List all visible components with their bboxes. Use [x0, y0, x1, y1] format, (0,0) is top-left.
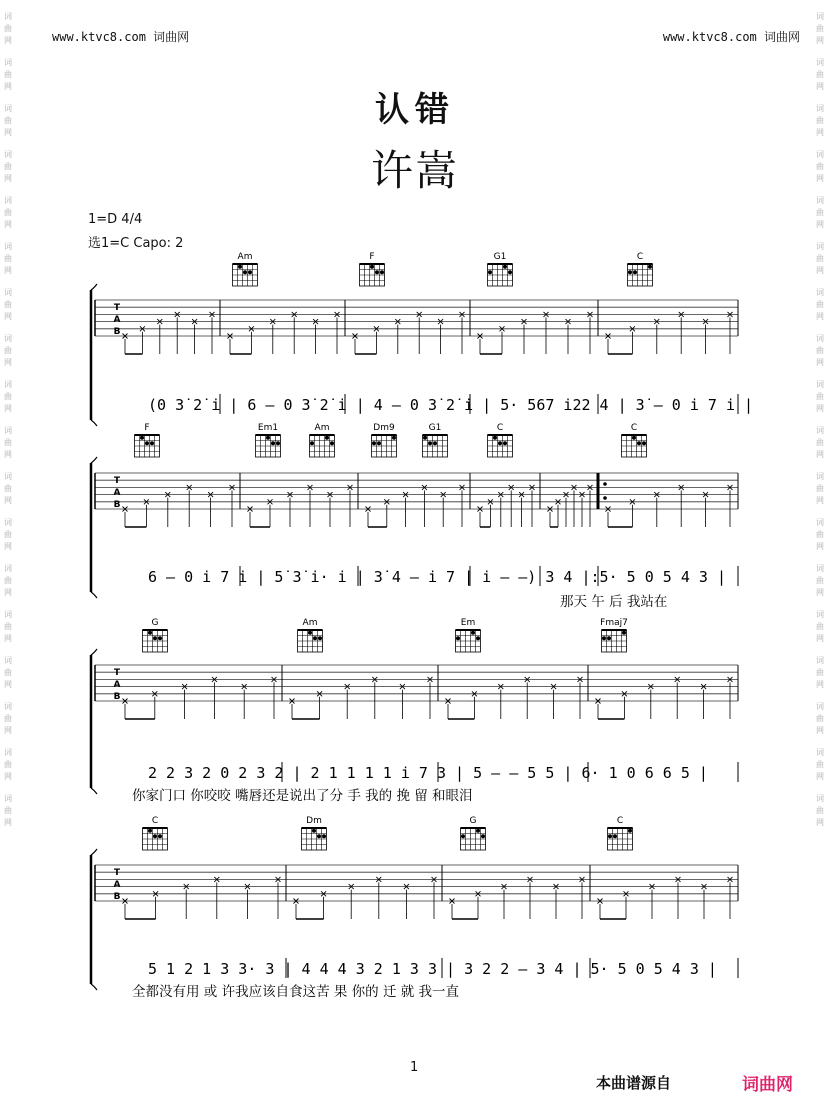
- watermark-text: 词 曲 网: [816, 58, 824, 91]
- watermark-text: 词 曲 网: [4, 288, 12, 321]
- chord-dot: [243, 270, 247, 274]
- chord-dot: [481, 834, 485, 838]
- tab-letter: A: [113, 315, 121, 325]
- chord-dot: [503, 441, 507, 445]
- tab-letter: T: [113, 303, 121, 313]
- system-3: [91, 618, 738, 804]
- lyrics-line: 全都没有用 或 许我应该自食这苦 果 你的 迁 就 我一直: [132, 984, 460, 1000]
- watermark-text: 词 曲 网: [816, 472, 824, 505]
- watermark-text: 词 曲 网: [816, 150, 824, 183]
- watermark-text: 词 曲 网: [4, 380, 12, 413]
- chord-dot: [428, 441, 432, 445]
- chord-dot: [322, 834, 326, 838]
- lyrics-line: 那天 午 后 我站在: [560, 594, 668, 610]
- chord-dot: [276, 441, 280, 445]
- watermark-text: 词 曲 网: [4, 656, 12, 689]
- tab-letter: B: [113, 892, 121, 902]
- chord-dot: [423, 436, 427, 440]
- lyrics-line: 你家门口 你咬咬 嘴唇还是说出了分 手 我的 挽 留 和眼泪: [132, 788, 473, 804]
- chord-dot: [313, 636, 317, 640]
- chord-dot: [148, 829, 152, 833]
- chord-dot: [633, 270, 637, 274]
- footer-brand: 词曲网: [742, 1075, 793, 1095]
- watermark-text: 词 曲 网: [816, 196, 824, 229]
- watermark-text: 词 曲 网: [4, 334, 12, 367]
- artist-name: 许嵩: [370, 146, 459, 195]
- tab-letter: B: [113, 692, 121, 702]
- watermark-text: 词 曲 网: [4, 58, 12, 91]
- chord-dot: [476, 636, 480, 640]
- chord-dot: [325, 436, 329, 440]
- system-2: [91, 423, 738, 610]
- jianpu-line: 5 1 2 1 3 3· 3 | 4 4 4 3 2 1 3 3 | 3 2 2 – 3 4 | 5· 5 0 5 4 3 |: [148, 960, 717, 978]
- tab-letter: A: [113, 488, 121, 498]
- watermark-text: 词 曲 网: [816, 426, 824, 459]
- chord-dot: [503, 265, 507, 269]
- jianpu-line: 6 – 0 i 7 i | 5̇ 3̇ i· i | 3̇ 4 – i 7 | i – –) 3 4 |:5· 5 0 5 4 3 |: [148, 568, 726, 586]
- chord-dot: [493, 436, 497, 440]
- watermark-text: 词 曲 网: [816, 288, 824, 321]
- watermark-text: 词 曲 网: [816, 104, 824, 137]
- chord-name: Am: [314, 423, 330, 433]
- header-site-left: www.ktvc8.com 词曲网: [52, 30, 190, 44]
- system-1: [91, 252, 753, 426]
- watermark-text: 词 曲 网: [4, 748, 12, 781]
- chord-dot: [607, 636, 611, 640]
- watermark-text: 词 曲 网: [4, 702, 12, 735]
- chord-dot: [266, 436, 270, 440]
- chord-dot: [153, 636, 157, 640]
- chord-dot: [271, 441, 275, 445]
- chord-dot: [392, 436, 396, 440]
- chord-dot: [238, 265, 242, 269]
- chord-dot: [153, 834, 157, 838]
- chord-dot: [380, 270, 384, 274]
- header-site-right: www.ktvc8.com 词曲网: [662, 30, 800, 44]
- chord-name: G1: [493, 252, 507, 262]
- chord-name: Em: [460, 618, 476, 628]
- chord-name: C: [630, 423, 638, 433]
- watermark-text: 词 曲 网: [4, 472, 12, 505]
- chord-dot: [310, 441, 314, 445]
- watermark-text: 词 曲 网: [816, 656, 824, 689]
- chord-dot: [628, 829, 632, 833]
- watermark-text: 词 曲 网: [4, 426, 12, 459]
- chord-dot: [488, 270, 492, 274]
- watermark-text: 词 曲 网: [816, 564, 824, 597]
- watermark-text: 词 曲 网: [4, 794, 12, 827]
- chord-dot: [375, 270, 379, 274]
- watermark-text: 词 曲 网: [816, 334, 824, 367]
- chord-dot: [637, 441, 641, 445]
- chord-dot: [498, 441, 502, 445]
- tab-letter: A: [113, 880, 121, 890]
- watermark-text: 词 曲 网: [4, 12, 12, 45]
- chord-dot: [377, 441, 381, 445]
- page-number: 1: [410, 1060, 419, 1075]
- system-4: [91, 816, 738, 1000]
- chord-dot: [476, 829, 480, 833]
- chord-dot: [150, 441, 154, 445]
- chord-dot: [622, 631, 626, 635]
- watermark-text: 词 曲 网: [816, 748, 824, 781]
- tab-letter: B: [113, 500, 121, 510]
- chord-name: Dm9: [373, 423, 395, 433]
- tab-letter: T: [113, 668, 121, 678]
- chord-name: Dm: [306, 816, 322, 826]
- jianpu-line: 2 2 3 2 0 2 3 2 | 2 1 1 1 1 i 7 3 | 5 – – 5 5 | 6· 1 0 6 6 5 |: [148, 764, 708, 782]
- repeat-dot: [603, 496, 607, 500]
- capo-info: 选1=C Capo: 2: [88, 236, 184, 251]
- chord-name: Fmaj7: [600, 618, 628, 628]
- watermark-text: 词 曲 网: [816, 242, 824, 275]
- watermark-text: 词 曲 网: [4, 104, 12, 137]
- chord-dot: [632, 436, 636, 440]
- chord-dot: [145, 441, 149, 445]
- watermark-text: 词 曲 网: [816, 702, 824, 735]
- chord-name: F: [369, 252, 375, 262]
- chord-dot: [508, 270, 512, 274]
- chord-dot: [330, 441, 334, 445]
- watermark-text: 词 曲 网: [816, 794, 824, 827]
- watermark-text: 词 曲 网: [816, 518, 824, 551]
- chord-dot: [613, 834, 617, 838]
- watermark-text: 词 曲 网: [4, 610, 12, 643]
- chord-dot: [248, 270, 252, 274]
- chord-name: G1: [428, 423, 442, 433]
- chord-dot: [370, 265, 374, 269]
- watermark-text: 词 曲 网: [4, 518, 12, 551]
- chord-name: Am: [237, 252, 253, 262]
- chord-dot: [628, 270, 632, 274]
- chord-dot: [158, 834, 162, 838]
- watermark-text: 词 曲 网: [816, 380, 824, 413]
- chord-dot: [471, 631, 475, 635]
- song-title: 认错: [375, 90, 455, 130]
- chord-dot: [642, 441, 646, 445]
- chord-dot: [456, 636, 460, 640]
- chord-name: C: [636, 252, 644, 262]
- chord-name: G: [469, 816, 477, 826]
- chord-name: F: [144, 423, 150, 433]
- tab-letter: A: [113, 680, 121, 690]
- chord-dot: [308, 631, 312, 635]
- chord-name: C: [496, 423, 504, 433]
- key-signature: 1=D 4/4: [88, 212, 143, 227]
- chord-name: C: [151, 816, 159, 826]
- chord-dot: [648, 265, 652, 269]
- chord-dot: [433, 441, 437, 445]
- chord-dot: [602, 636, 606, 640]
- tab-letter: T: [113, 476, 121, 486]
- watermark-text: 词 曲 网: [4, 150, 12, 183]
- chord-dot: [317, 834, 321, 838]
- watermark-text: 词 曲 网: [816, 12, 824, 45]
- jianpu-line: (0 3̇ 2̇ i | 6 – 0 3̇ 2̇ i | 4 – 0 3̇ 2̇ i | 5· 567 i22 4 | 3̇ – 0 i 7 i |: [148, 396, 754, 414]
- watermark-text: 词 曲 网: [4, 196, 12, 229]
- watermark-text: 词 曲 网: [4, 242, 12, 275]
- chord-dot: [148, 631, 152, 635]
- footer-source-label: 本曲谱源自: [596, 1074, 672, 1092]
- chord-dot: [608, 834, 612, 838]
- tab-letter: B: [113, 327, 121, 337]
- chord-name: Em1: [257, 423, 279, 433]
- repeat-dot: [603, 482, 607, 486]
- watermark-text: 词 曲 网: [816, 610, 824, 643]
- watermark-text: 词 曲 网: [4, 564, 12, 597]
- chord-name: Am: [302, 618, 318, 628]
- chord-dot: [312, 829, 316, 833]
- chord-dot: [158, 636, 162, 640]
- chord-dot: [140, 436, 144, 440]
- chord-dot: [372, 441, 376, 445]
- chord-dot: [461, 834, 465, 838]
- chord-dot: [318, 636, 322, 640]
- tab-letter: T: [113, 868, 121, 878]
- chord-name: G: [151, 618, 159, 628]
- chord-name: C: [616, 816, 624, 826]
